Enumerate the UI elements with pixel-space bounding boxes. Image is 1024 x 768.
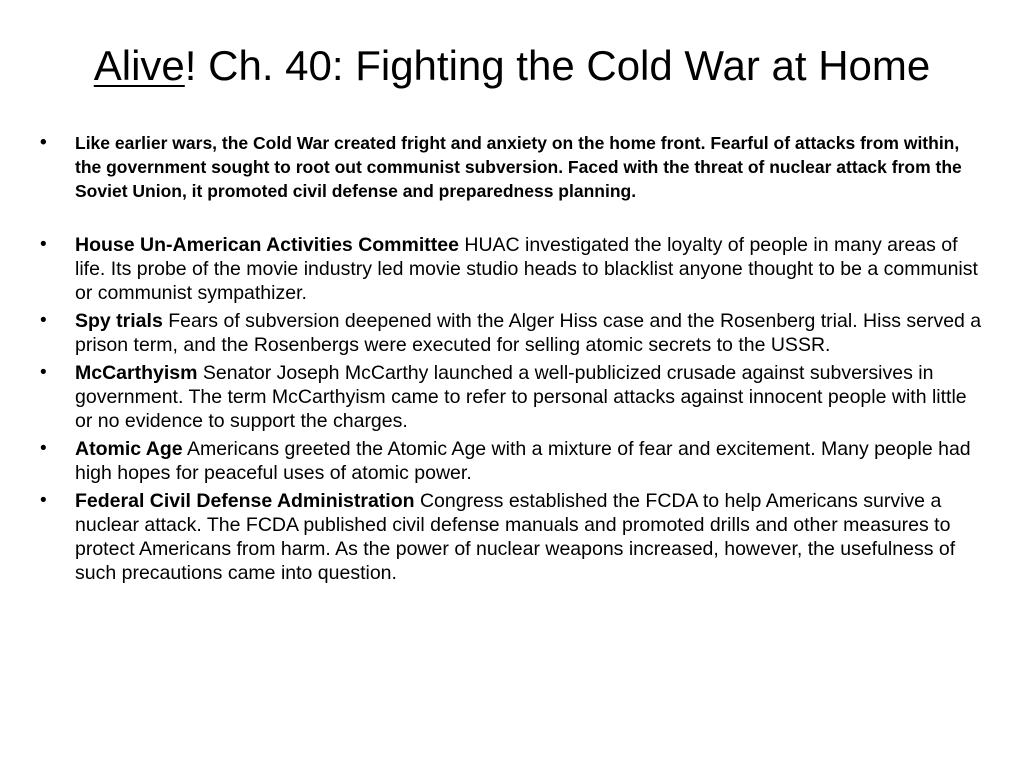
bullet-intro xyxy=(40,131,988,203)
bullet-text: Americans greeted the Atomic Age with a mixture of fear and excitement. Many people had high hopes for peaceful uses of atomic power. xyxy=(75,438,971,484)
bullet-marker: • xyxy=(40,132,47,153)
bullet-list xyxy=(40,131,988,585)
bullet-text: Fears of subversion deepened with the Alger Hiss case and the Rosenberg trial. Hiss served a prison term, and the Rosenbergs were executed for selling atomic secrets to the USSR. xyxy=(75,310,982,356)
bullet-term: Atomic Age xyxy=(75,438,183,460)
bullet-marker: • xyxy=(40,438,47,459)
bullet-term: McCarthyism xyxy=(75,362,198,384)
bullet-marker: • xyxy=(40,362,47,383)
bullet-term: Federal Civil Defense Administration xyxy=(75,490,415,512)
slide-title-rest: ! Ch. 40: Fighting the Cold War at Home xyxy=(184,42,931,89)
bullet-text: Senator Joseph McCarthy launched a well-publicized crusade against subversives in government. The term McCarthyism came to refer to personal attacks against innocent people with little or no evidence to support the charges. xyxy=(75,362,967,432)
bullet-text: HUAC investigated the loyalty of people in many areas of life. Its probe of the movie industry led movie studio heads to blacklist anyone thought to be a communist or communist sympathizer. xyxy=(75,234,978,304)
bullet-marker: • xyxy=(40,234,47,255)
slide-title-underlined: Alive xyxy=(93,42,185,89)
bullet-fcda xyxy=(40,489,988,585)
bullet-text: Congress established the FCDA to help Americans survive a nuclear attack. The FCDA published civil defense manuals and promoted drills and other measures to protect Americans from harm. As the power of nuclear weapons increased, however, the usefulness of such precautions came into question. xyxy=(75,490,956,584)
bullet-intro-text: Like earlier wars, the Cold War created fright and anxiety on the home front. Fearful of attacks from within, the government sought to root out communist subversion. Faced with the threat of nuclear attack from the Soviet Union, it promoted civil defense and preparedness planning. xyxy=(75,133,962,201)
slide-title xyxy=(0,40,1024,92)
bullet-term: Spy trials xyxy=(75,310,163,332)
bullet-huac xyxy=(40,233,988,305)
bullet-atomic-age xyxy=(40,437,988,485)
bullet-spy-trials xyxy=(40,309,988,357)
bullet-term: House Un-American Activities Committee xyxy=(75,234,459,256)
bullet-marker: • xyxy=(40,310,47,331)
bullet-mccarthyism xyxy=(40,361,988,433)
bullet-marker: • xyxy=(40,490,47,511)
